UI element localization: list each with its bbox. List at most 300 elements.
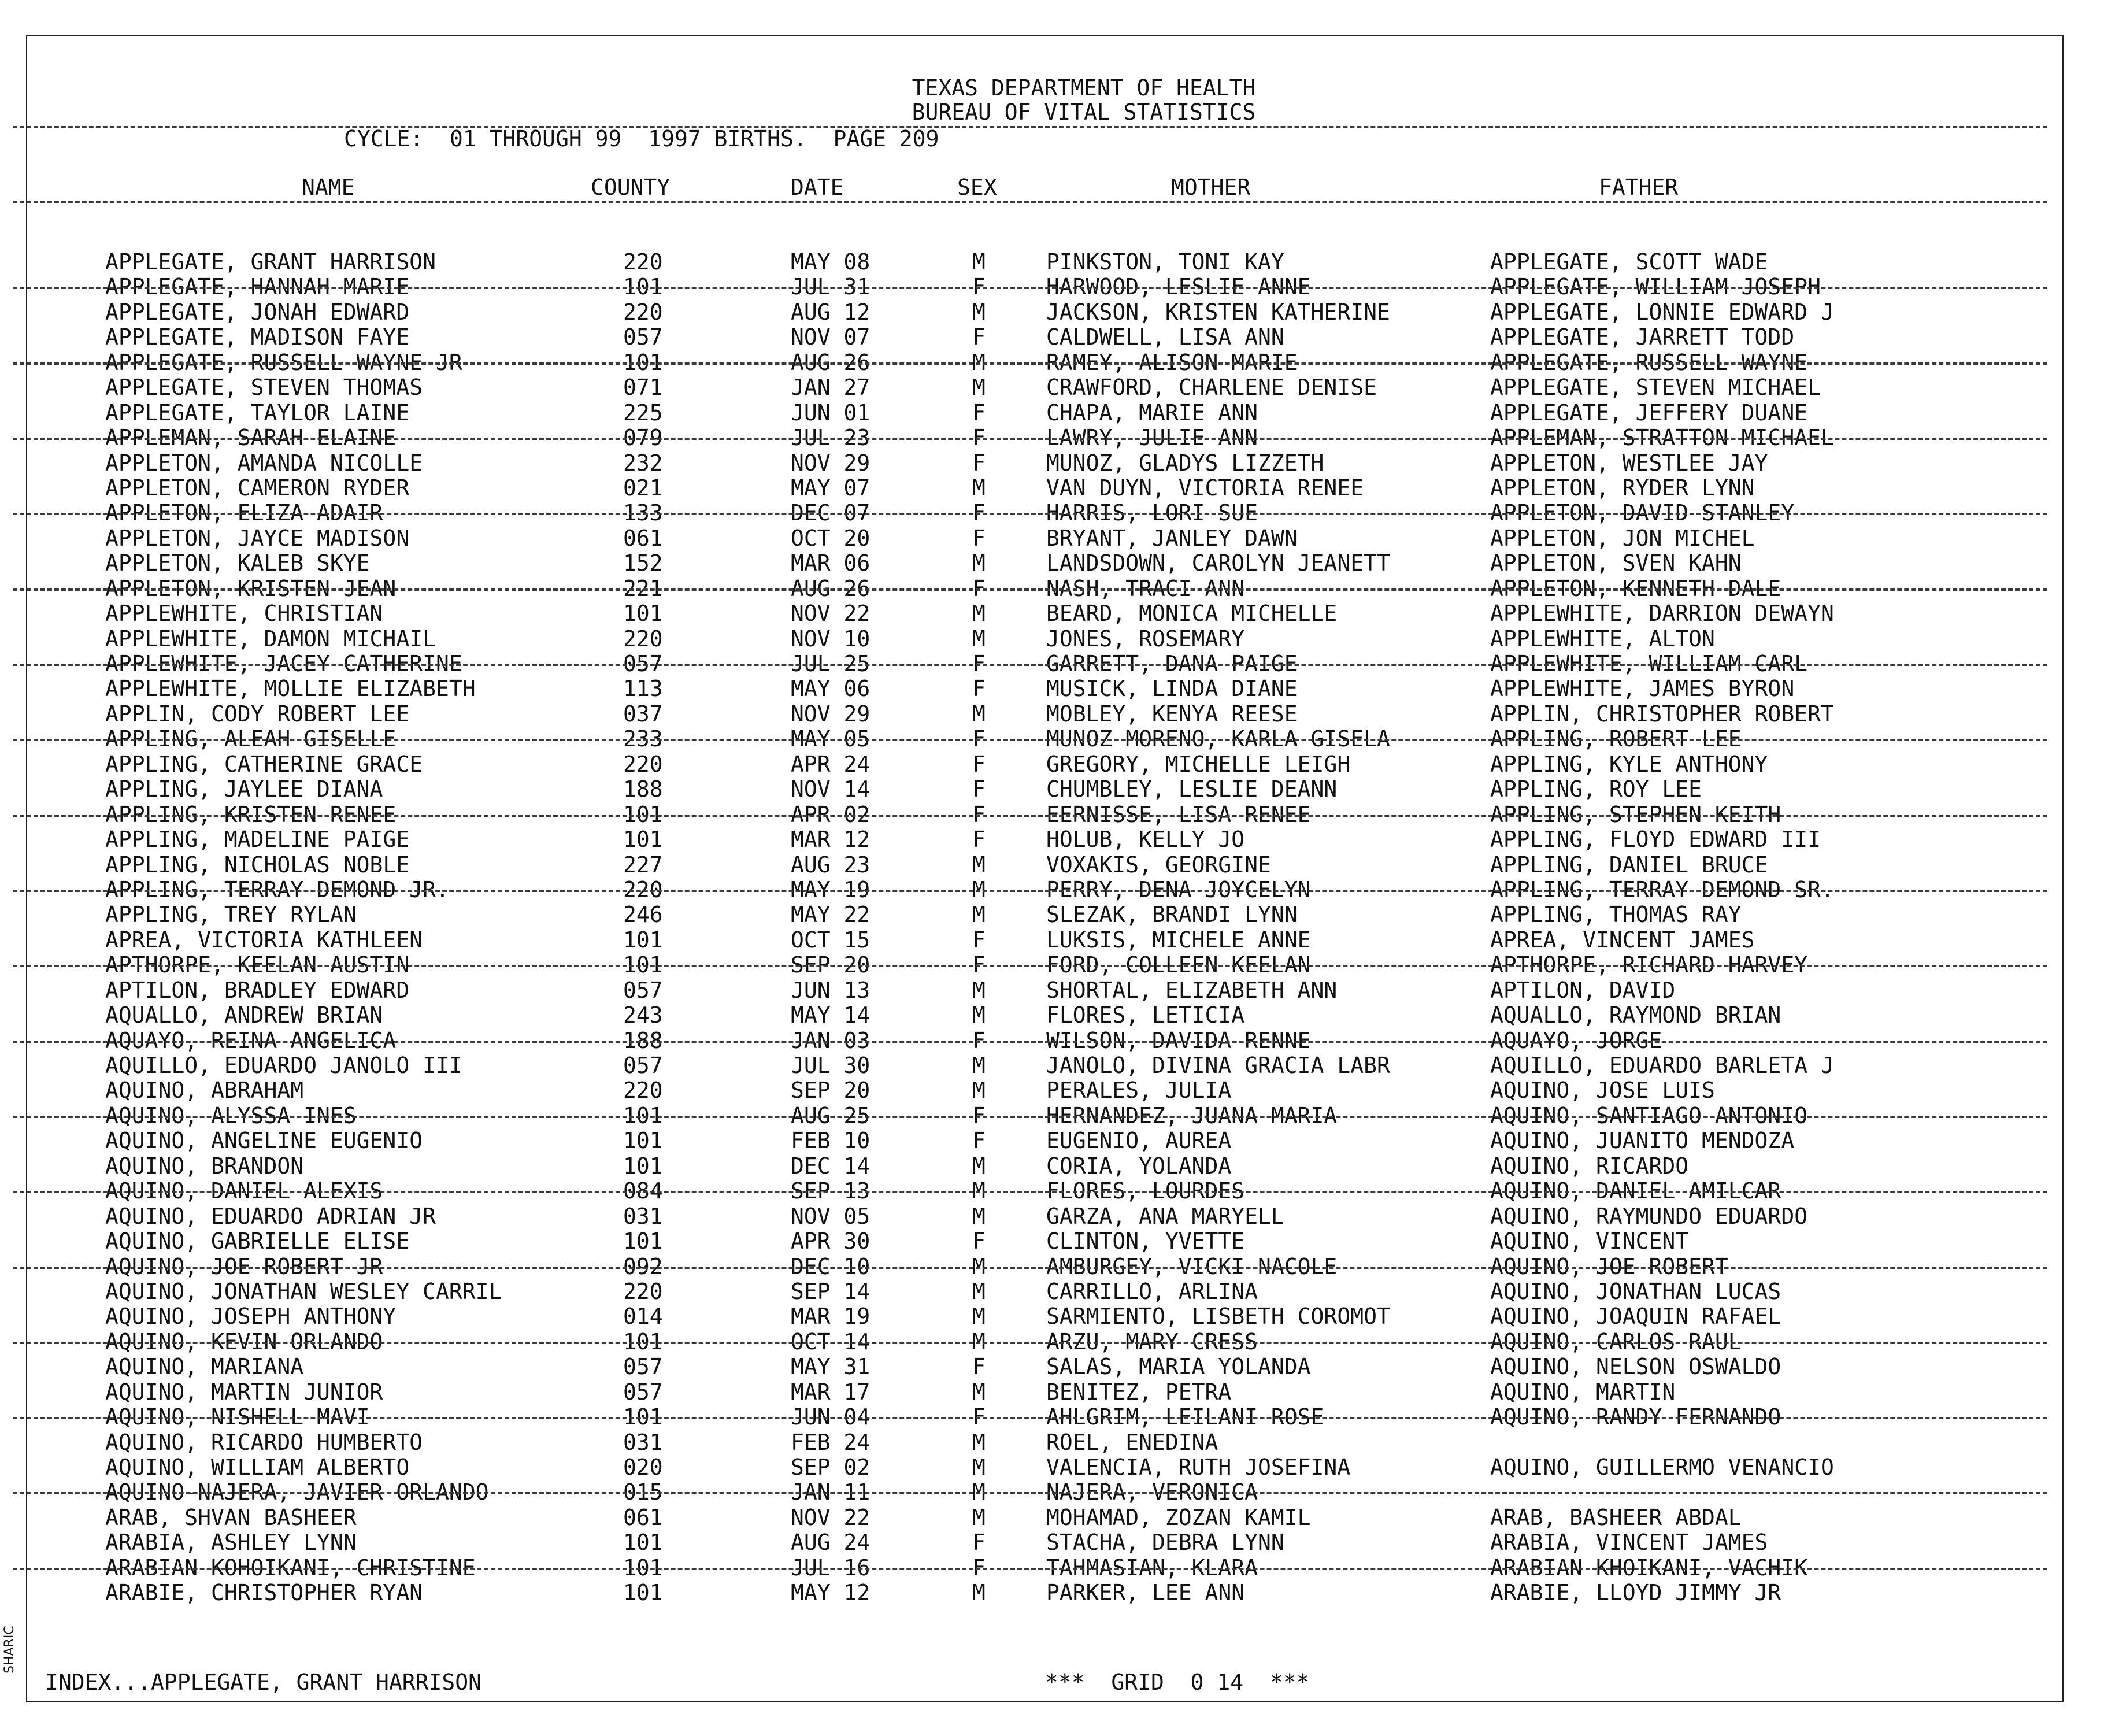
cell-county: 057 (623, 1354, 663, 1380)
table-row (0, 325, 2104, 350)
cell-father: APPLIN, CHRISTOPHER ROBERT (1490, 701, 1834, 727)
cell-date: APR 24 (791, 751, 871, 777)
cell-father: APPLEGATE, RUSSELL WAYNE (1490, 349, 1808, 375)
cell-name: APPLING, JAYLEE DIANA (105, 776, 383, 802)
table-row (0, 928, 2104, 953)
cell-mother: STACHA, DEBRA LYNN (1046, 1530, 1284, 1556)
cell-mother: TAHMASIAN, KLARA (1046, 1554, 1258, 1580)
cell-father: APPLEGATE, JEFFERY DUANE (1490, 399, 1808, 425)
cell-sex: F (972, 1404, 986, 1430)
cell-date: SEP 20 (791, 1078, 871, 1104)
column-header-county: COUNTY (591, 175, 671, 200)
cell-county: 015 (623, 1479, 663, 1505)
cell-mother: FORD, COLLEEN KEELAN (1046, 952, 1311, 978)
cell-date: JUL 23 (791, 425, 871, 451)
cell-county: 188 (623, 1027, 663, 1053)
cell-father: APTHORPE, RICHARD HARVEY (1490, 952, 1808, 978)
cell-sex: F (972, 952, 986, 978)
cell-date: DEC 10 (791, 1253, 871, 1279)
table-row (0, 953, 2104, 978)
cell-name: APPLEGATE, TAYLOR LAINE (105, 399, 410, 425)
cell-father: APPLING, THOMAS RAY (1490, 902, 1742, 928)
cell-county: 101 (623, 1554, 663, 1580)
table-row (0, 878, 2104, 902)
cell-date: AUG 25 (791, 1102, 871, 1128)
cell-sex: M (972, 625, 986, 652)
cell-sex: F (972, 575, 986, 601)
cell-name: APPLETON, ELIZA ADAIR (105, 500, 383, 526)
cell-sex: M (972, 349, 986, 375)
cell-father: AQUINO, RICARDO (1490, 1153, 1689, 1179)
cell-mother: CARRILLO, ARLINA (1046, 1278, 1258, 1304)
cell-name: AQUINO, KEVIN ORLANDO (105, 1328, 383, 1354)
table-row (0, 1053, 2104, 1078)
cell-sex: M (972, 1153, 986, 1179)
cell-county: 101 (623, 927, 663, 953)
cell-father: APPLING, DANIEL BRUCE (1490, 852, 1768, 878)
table-row (0, 902, 2104, 927)
cell-name: ARABIA, ASHLEY LYNN (105, 1530, 357, 1556)
cell-mother: VOXAKIS, GEORGINE (1046, 852, 1271, 878)
cell-father: AQUALLO, RAYMOND BRIAN (1490, 1002, 1781, 1028)
cell-mother: JANOLO, DIVINA GRACIA LABR (1046, 1053, 1390, 1078)
cell-sex: M (972, 1479, 986, 1505)
cell-county: 101 (623, 1102, 663, 1128)
cell-mother: VALENCIA, RUTH JOSEFINA (1046, 1454, 1351, 1480)
cell-county: 014 (623, 1304, 663, 1330)
cell-mother: CLINTON, YVETTE (1046, 1228, 1245, 1254)
cell-sex: F (972, 751, 986, 777)
cell-father: APPLETON, JON MICHEL (1490, 525, 1755, 551)
cell-date: MAR 17 (791, 1379, 871, 1405)
cell-father: APPLING, ROBERT LEE (1490, 726, 1742, 752)
table-row (0, 1330, 2104, 1354)
cell-mother: MUNOZ MORENO, KARLA GISELA (1046, 726, 1390, 752)
cell-sex: M (972, 1002, 986, 1028)
grid-footer: *** GRID 0 14 *** (1045, 1670, 1310, 1695)
cell-father: APPLEWHITE, ALTON (1490, 625, 1715, 652)
cell-name: AQUALLO, ANDREW BRIAN (105, 1002, 383, 1028)
cell-date: JAN 03 (791, 1027, 871, 1053)
cell-date: JUN 01 (791, 399, 871, 425)
cell-date: JUL 25 (791, 651, 871, 676)
cell-sex: F (972, 1128, 986, 1154)
cell-mother: HOLUB, KELLY JO (1046, 827, 1245, 853)
cell-father: APTILON, DAVID (1490, 977, 1676, 1003)
table-row (0, 752, 2104, 777)
document-subtitle: BUREAU OF VITAL STATISTICS (912, 99, 1256, 125)
cell-mother: FLORES, LETICIA (1046, 1002, 1245, 1028)
cell-mother: AMBURGEY, VICKI NACOLE (1046, 1253, 1338, 1279)
cell-sex: M (972, 1304, 986, 1330)
cell-father: AQUINO, RANDY FERNANDO (1490, 1404, 1781, 1430)
cell-date: MAY 14 (791, 1002, 871, 1028)
cell-county: 071 (623, 375, 663, 401)
table-row (0, 1556, 2104, 1580)
header-rule-top (13, 126, 2047, 128)
table-row (0, 1455, 2104, 1480)
cell-father: AQUAYO, JORGE (1490, 1027, 1662, 1053)
column-header-mother: MOTHER (1171, 175, 1251, 200)
cell-date: APR 02 (791, 801, 871, 827)
cell-county: 101 (623, 1228, 663, 1254)
table-row (0, 1179, 2104, 1204)
cell-county: 220 (623, 751, 663, 777)
table-row (0, 827, 2104, 852)
cell-date: APR 30 (791, 1228, 871, 1254)
cell-name: APPLEMAN, SARAH ELAINE (105, 425, 397, 451)
cell-name: APPLEGATE, RUSSELL WAYNE JR (105, 349, 462, 375)
cell-date: SEP 14 (791, 1278, 871, 1304)
cell-county: 243 (623, 1002, 663, 1028)
cell-date: MAR 12 (791, 827, 871, 853)
table-row (0, 601, 2104, 626)
cell-father: APPLEGATE, STEVEN MICHAEL (1490, 375, 1821, 401)
column-header-name: NAME (302, 175, 355, 200)
cell-mother: CALDWELL, LISA ANN (1046, 324, 1284, 350)
cell-sex: M (972, 701, 986, 727)
cell-county: 101 (623, 827, 663, 853)
cell-mother: CHAPA, MARIE ANN (1046, 399, 1258, 425)
cell-county: 101 (623, 1328, 663, 1354)
cell-county: 101 (623, 601, 663, 627)
cell-county: 057 (623, 651, 663, 676)
cell-date: OCT 20 (791, 525, 871, 551)
index-footer: INDEX...APPLEGATE, GRANT HARRISON (45, 1670, 481, 1695)
table-row (0, 551, 2104, 576)
cell-county: 079 (623, 425, 663, 451)
table-row (0, 1430, 2104, 1455)
cell-father: AQUINO, CARLOS RAUL (1490, 1328, 1742, 1354)
cell-county: 101 (623, 274, 663, 300)
cell-date: MAR 06 (791, 550, 871, 576)
table-row (0, 1003, 2104, 1028)
table-row (0, 1304, 2104, 1329)
cell-county: 092 (623, 1253, 663, 1279)
cell-father: ARABIA, VINCENT JAMES (1490, 1530, 1768, 1556)
cell-name: APPLEGATE, HANNAH MARIE (105, 274, 410, 300)
cell-father: APPLING, KYLE ANTHONY (1490, 751, 1768, 777)
cell-name: AQUINO, MARTIN JUNIOR (105, 1379, 383, 1405)
cell-sex: M (972, 1580, 986, 1606)
cell-date: MAY 05 (791, 726, 871, 752)
cell-county: 101 (623, 1153, 663, 1179)
cell-father: APPLING, STEPHEN KEITH (1490, 801, 1781, 827)
cell-father: AQUINO, NELSON OSWALDO (1490, 1354, 1781, 1380)
cell-name: AQUINO, NISHELL MAVI (105, 1404, 370, 1430)
cell-mother: PARKER, LEE ANN (1046, 1580, 1245, 1606)
cell-sex: F (972, 1530, 986, 1556)
table-row (0, 1104, 2104, 1128)
cell-county: 113 (623, 676, 663, 702)
cell-date: NOV 07 (791, 324, 871, 350)
cell-father: APPLEWHITE, DARRION DEWAYN (1490, 601, 1834, 627)
cell-date: NOV 29 (791, 701, 871, 727)
column-header-father: FATHER (1599, 175, 1679, 200)
cell-name: APPLING, CATHERINE GRACE (105, 751, 423, 777)
table-row (0, 727, 2104, 752)
cell-name: AQUINO, EDUARDO ADRIAN JR (105, 1203, 436, 1229)
cell-name: AQUINO, RICARDO HUMBERTO (105, 1429, 423, 1455)
cell-sex: M (972, 249, 986, 275)
cell-father: APPLEMAN, STRATTON MICHAEL (1490, 425, 1834, 451)
cell-county: 220 (623, 299, 663, 325)
cell-name: AQUINO, DANIEL ALEXIS (105, 1178, 383, 1204)
cell-father: APPLEGATE, WILLIAM JOSEPH (1490, 274, 1821, 300)
cell-father: AQUINO, SANTIAGO ANTONIO (1490, 1102, 1808, 1128)
table-row (0, 853, 2104, 878)
cell-sex: F (972, 500, 986, 526)
cell-date: JUL 30 (791, 1053, 871, 1078)
table-row (0, 1480, 2104, 1505)
cell-mother: CHUMBLEY, LESLIE DEANN (1046, 776, 1338, 802)
cell-date: DEC 07 (791, 500, 871, 526)
cell-father: AQUINO, RAYMUNDO EDUARDO (1490, 1203, 1808, 1229)
cell-father: APPLEGATE, LONNIE EDWARD J (1490, 299, 1834, 325)
cell-mother: BEARD, MONICA MICHELLE (1046, 601, 1338, 627)
cell-sex: F (972, 1102, 986, 1128)
cell-father: APPLING, FLOYD EDWARD III (1490, 827, 1821, 853)
column-header-sex: SEX (957, 175, 997, 200)
cell-mother: RAMEY, ALISON MARIE (1046, 349, 1298, 375)
cell-mother: SHORTAL, ELIZABETH ANN (1046, 977, 1338, 1003)
cell-name: AQUINO, MARIANA (105, 1354, 304, 1380)
cell-date: MAY 22 (791, 902, 871, 928)
cell-mother: JONES, ROSEMARY (1046, 625, 1245, 652)
cell-county: 101 (623, 1530, 663, 1556)
cell-name: APPLETON, AMANDA NICOLLE (105, 450, 423, 476)
cell-sex: M (972, 1379, 986, 1405)
cell-sex: M (972, 1328, 986, 1354)
cell-date: MAY 12 (791, 1580, 871, 1606)
table-row (0, 1229, 2104, 1254)
cell-name: APPLING, ALEAH GISELLE (105, 726, 397, 752)
cell-mother: JACKSON, KRISTEN KATHERINE (1046, 299, 1390, 325)
cell-date: NOV 22 (791, 601, 871, 627)
cell-sex: M (972, 1203, 986, 1229)
cell-sex: F (972, 827, 986, 853)
cell-name: APPLEGATE, GRANT HARRISON (105, 249, 436, 275)
cell-father: AQUINO, JONATHAN LUCAS (1490, 1278, 1781, 1304)
cell-name: APPLING, TERRAY DEMOND JR. (105, 876, 449, 902)
cell-name: AQUAYO, REINA ANGELICA (105, 1027, 397, 1053)
cell-name: ARABIAN KOHOIKANI, CHRISTINE (105, 1554, 476, 1580)
cell-mother: SLEZAK, BRANDI LYNN (1046, 902, 1298, 928)
table-row (0, 1530, 2104, 1555)
cell-mother: HARWOOD, LESLIE ANNE (1046, 274, 1311, 300)
table-row (0, 1405, 2104, 1430)
cell-date: AUG 23 (791, 852, 871, 878)
cell-mother: GARZA, ANA MARYELL (1046, 1203, 1284, 1229)
table-row (0, 476, 2104, 501)
cell-name: APPLEGATE, STEVEN THOMAS (105, 375, 423, 401)
cell-father: APPLETON, SVEN KAHN (1490, 550, 1742, 576)
cell-father: APPLING, ROY LEE (1490, 776, 1702, 802)
cell-county: 031 (623, 1203, 663, 1229)
cell-sex: F (972, 1354, 986, 1380)
table-row (0, 375, 2104, 400)
cell-father: APPLETON, RYDER LYNN (1490, 475, 1755, 501)
cell-name: ARABIE, CHRISTOPHER RYAN (105, 1580, 423, 1606)
cell-father: APPLETON, WESTLEE JAY (1490, 450, 1768, 476)
cell-name: APPLING, MADELINE PAIGE (105, 827, 410, 853)
cell-sex: F (972, 324, 986, 350)
cell-mother: ROEL, ENEDINA (1046, 1429, 1218, 1455)
cell-mother: EERNISSE, LISA RENEE (1046, 801, 1311, 827)
cell-date: AUG 12 (791, 299, 871, 325)
cell-sex: M (972, 475, 986, 501)
cell-mother: BENITEZ, PETRA (1046, 1379, 1232, 1405)
cell-name: APPLING, KRISTEN RENEE (105, 801, 397, 827)
cell-father: APPLEGATE, SCOTT WADE (1490, 249, 1768, 275)
cell-county: 152 (623, 550, 663, 576)
cell-name: APPLEGATE, JONAH EDWARD (105, 299, 410, 325)
cell-name: APPLING, TREY RYLAN (105, 902, 357, 928)
cell-sex: M (972, 1429, 986, 1455)
cell-name: APPLEWHITE, JACEY CATHERINE (105, 651, 462, 676)
cell-sex: M (972, 977, 986, 1003)
table-row (0, 350, 2104, 375)
cell-date: MAR 19 (791, 1304, 871, 1330)
cell-county: 101 (623, 952, 663, 978)
table-row (0, 1254, 2104, 1279)
cell-father: APREA, VINCENT JAMES (1490, 927, 1755, 953)
cell-sex: F (972, 1228, 986, 1254)
cell-mother: LUKSIS, MICHELE ANNE (1046, 927, 1311, 953)
cell-father: APPLING, TERRAY DEMOND SR. (1490, 876, 1834, 902)
cell-mother: CRAWFORD, CHARLENE DENISE (1046, 375, 1377, 401)
cell-date: AUG 26 (791, 349, 871, 375)
cell-county: 031 (623, 1429, 663, 1455)
cell-mother: NASH, TRACI ANN (1046, 575, 1245, 601)
cell-date: MAY 31 (791, 1354, 871, 1380)
cell-sex: F (972, 399, 986, 425)
cell-date: AUG 24 (791, 1530, 871, 1556)
column-header-date: DATE (791, 175, 844, 200)
cell-name: AQUINO, ANGELINE EUGENIO (105, 1128, 423, 1154)
cell-county: 101 (623, 1128, 663, 1154)
cell-date: FEB 24 (791, 1429, 871, 1455)
cell-name: ARAB, SHVAN BASHEER (105, 1504, 357, 1530)
cell-sex: M (972, 876, 986, 902)
cell-father: AQUINO, JOE ROBERT (1490, 1253, 1728, 1279)
cell-name: APPLING, NICHOLAS NOBLE (105, 852, 410, 878)
cell-mother: SALAS, MARIA YOLANDA (1046, 1354, 1311, 1380)
cell-county: 020 (623, 1454, 663, 1480)
cell-father: AQUINO, JUANITO MENDOZA (1490, 1128, 1795, 1154)
cell-mother: MOBLEY, KENYA REESE (1046, 701, 1298, 727)
cell-name: AQUINO, ALYSSA INES (105, 1102, 357, 1128)
cell-date: DEC 14 (791, 1153, 871, 1179)
cell-father: ARAB, BASHEER ABDAL (1490, 1504, 1742, 1530)
cell-name: APPLEWHITE, DAMON MICHAIL (105, 625, 436, 652)
cell-mother: MOHAMAD, ZOZAN KAMIL (1046, 1504, 1311, 1530)
cell-mother: PERRY, DENA JOYCELYN (1046, 876, 1311, 902)
cell-county: 232 (623, 450, 663, 476)
cell-date: NOV 22 (791, 1504, 871, 1530)
cell-father: APPLETON, KENNETH DALE (1490, 575, 1781, 601)
cell-county: 220 (623, 1278, 663, 1304)
table-row (0, 1279, 2104, 1304)
cell-name: APPLEGATE, MADISON FAYE (105, 324, 410, 350)
cell-sex: F (972, 1027, 986, 1053)
table-row (0, 652, 2104, 676)
table-row (0, 576, 2104, 601)
cell-sex: F (972, 274, 986, 300)
table-row (0, 1580, 2104, 1605)
cell-father: AQUINO, MARTIN (1490, 1379, 1676, 1405)
cell-county: 220 (623, 249, 663, 275)
table-row (0, 1078, 2104, 1103)
cell-sex: M (972, 902, 986, 928)
cell-father: ARABIE, LLOYD JIMMY JR (1490, 1580, 1781, 1606)
cell-county: 084 (623, 1178, 663, 1204)
table-row (0, 1154, 2104, 1179)
cell-sex: F (972, 651, 986, 676)
table-row (0, 1354, 2104, 1379)
cell-mother: SARMIENTO, LISBETH COROMOT (1046, 1304, 1390, 1330)
table-row (0, 1028, 2104, 1053)
cell-date: MAY 08 (791, 249, 871, 275)
cell-name: APPLIN, CODY ROBERT LEE (105, 701, 410, 727)
cell-sex: F (972, 1554, 986, 1580)
cell-county: 220 (623, 625, 663, 652)
cell-county: 227 (623, 852, 663, 878)
cell-father: AQUINO, DANIEL AMILCAR (1490, 1178, 1781, 1204)
cell-date: OCT 14 (791, 1328, 871, 1354)
cell-county: 246 (623, 902, 663, 928)
table-row (0, 1505, 2104, 1530)
cell-sex: M (972, 852, 986, 878)
cell-father: AQUINO, JOAQUIN RAFAEL (1490, 1304, 1781, 1330)
cell-date: MAY 19 (791, 876, 871, 902)
cell-name: APPLEWHITE, MOLLIE ELIZABETH (105, 676, 476, 702)
table-row (0, 451, 2104, 476)
table-row (0, 676, 2104, 701)
cell-county: 233 (623, 726, 663, 752)
cell-name: APPLETON, CAMERON RYDER (105, 475, 410, 501)
cell-name: APPLETON, JAYCE MADISON (105, 525, 410, 551)
cell-name: AQUINO-NAJERA, JAVIER ORLANDO (105, 1479, 489, 1505)
cell-mother: EUGENIO, AUREA (1046, 1128, 1232, 1154)
cell-county: 057 (623, 977, 663, 1003)
cell-county: 220 (623, 1078, 663, 1104)
cell-father: APPLEWHITE, JAMES BYRON (1490, 676, 1795, 702)
cell-county: 057 (623, 1379, 663, 1405)
cell-sex: F (972, 425, 986, 451)
cell-name: APPLETON, KRISTEN JEAN (105, 575, 397, 601)
table-row (0, 401, 2104, 425)
cell-name: AQUINO, JOSEPH ANTHONY (105, 1304, 397, 1330)
cell-date: JUL 16 (791, 1554, 871, 1580)
table-row (0, 777, 2104, 802)
cell-date: SEP 13 (791, 1178, 871, 1204)
cell-sex: M (972, 1504, 986, 1530)
cell-name: AQUINO, WILLIAM ALBERTO (105, 1454, 410, 1480)
cell-name: AQUINO, ABRAHAM (105, 1078, 304, 1104)
cell-sex: M (972, 1253, 986, 1279)
cell-county: 101 (623, 1580, 663, 1606)
cell-sex: F (972, 726, 986, 752)
cell-sex: F (972, 450, 986, 476)
cell-sex: F (972, 525, 986, 551)
cell-mother: HARRIS, LORI SUE (1046, 500, 1258, 526)
cell-mother: LANDSDOWN, CAROLYN JEANETT (1046, 550, 1390, 576)
cell-sex: M (972, 1454, 986, 1480)
cell-county: 057 (623, 1053, 663, 1078)
cell-sex: M (972, 1053, 986, 1078)
cell-father: AQUINO, JOSE LUIS (1490, 1078, 1715, 1104)
